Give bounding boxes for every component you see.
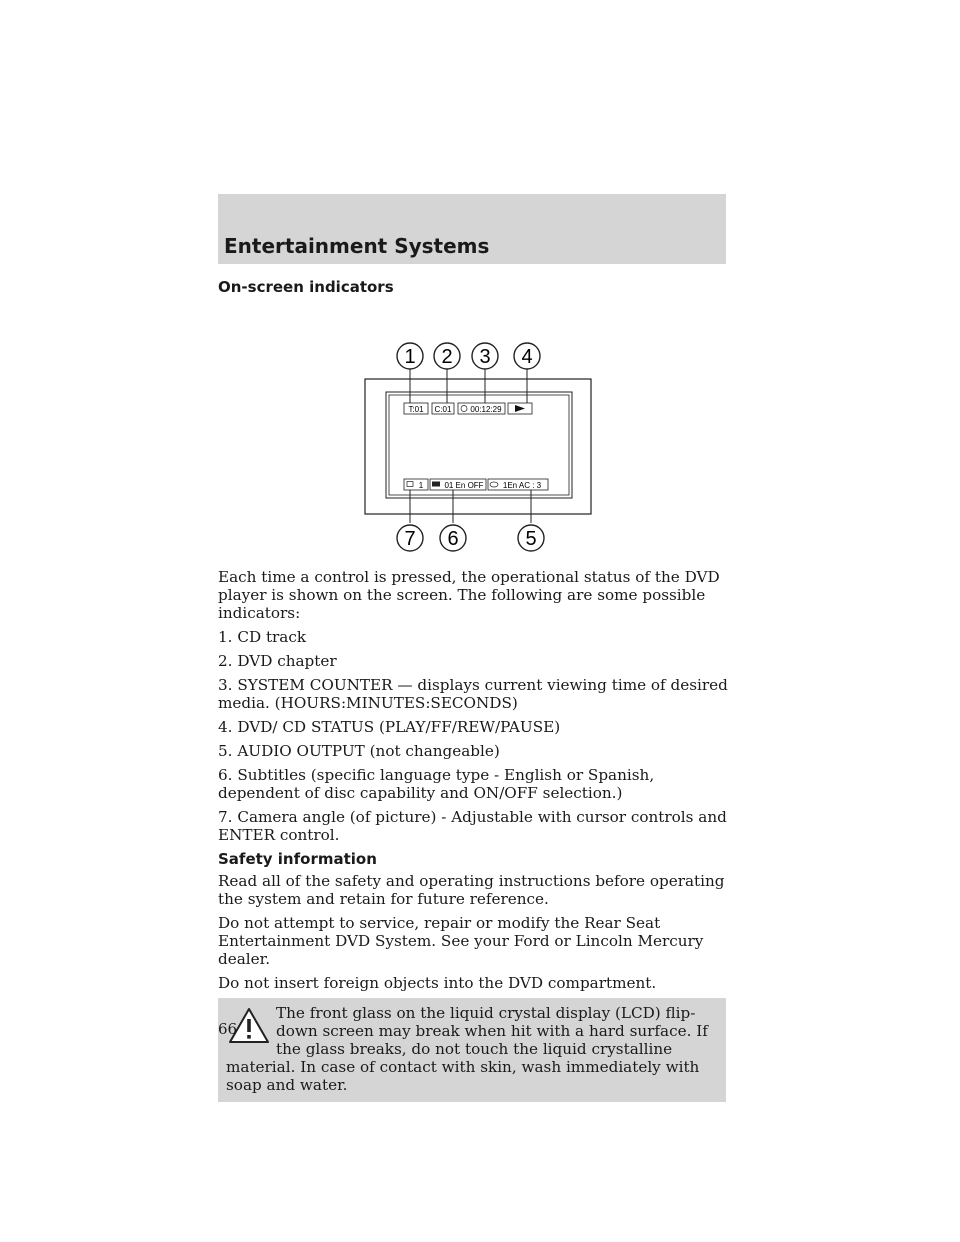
svg-text:2: 2 [441,346,453,368]
page-number: 66 [218,1020,238,1038]
callout-2 [434,343,460,369]
top-indicator-bar [404,403,532,414]
svg-text:00:12:29: 00:12:29 [470,405,502,414]
svg-text:6: 6 [447,528,459,550]
dvd-screen-diagram [218,306,730,524]
header-band [218,194,726,264]
callout-7 [397,525,423,551]
on-screen-indicators-heading: On-screen indicators [218,278,394,296]
list-item: 6. Subtitles (specific language type - English or Spanish, dependent of disc capability and ON/OFF selection.) [218,766,655,802]
list-item: 5. AUDIO OUTPUT (not changeable) [218,742,500,760]
svg-text:4: 4 [521,346,533,368]
svg-text:7: 7 [404,528,416,550]
safety-heading: Safety information [218,850,377,868]
callout-5 [518,525,544,551]
list-item: 2. DVD chapter [218,652,337,670]
warning-text: The front glass on the liquid crystal display (LCD) flip-down screen may break when hit with a hard surface. If the glass breaks, do not touch the liquid crystalline material. In case of contact with skin, wash immediately with soap and water. [226,1004,708,1094]
svg-text:1: 1 [404,346,416,368]
list-item: 3. SYSTEM COUNTER — displays current viewing time of desired media. (HOURS:MINUTES:SECONDS) [218,676,728,712]
svg-text:C:01: C:01 [434,405,452,414]
callout-6 [440,525,466,551]
bottom-indicator-bar [404,479,548,490]
svg-text:T:01: T:01 [408,405,424,414]
svg-text:01 En OFF: 01 En OFF [444,481,484,490]
intro-paragraph: Each time a control is pressed, the operational status of the DVD player is shown on the screen. The following are some possible indicators: [218,568,720,622]
svg-text:1En AC : 3: 1En AC : 3 [502,481,542,490]
warning-box [218,998,726,1102]
callout-1 [397,343,423,369]
svg-text:5: 5 [525,528,537,550]
section-title: Entertainment Systems [224,234,490,258]
list-item: 1. CD track [218,628,307,646]
list-item: 4. DVD/ CD STATUS (PLAY/FF/REW/PAUSE) [218,718,561,736]
safety-paragraph: Read all of the safety and operating instructions before operating the system and retain for future reference. [218,872,725,908]
safety-paragraph: Do not attempt to service, repair or modify the Rear Seat Entertainment DVD System. See your Ford or Lincoln Mercury dealer. [218,914,704,968]
list-item: 7. Camera angle (of picture) - Adjustable with cursor controls and ENTER control. [218,808,727,844]
callout-3 [472,343,498,369]
subtitle-icon [432,482,440,487]
callout-4 [514,343,540,369]
monitor-frame [365,379,591,514]
page-content [218,278,730,1102]
svg-text:1: 1 [418,481,424,490]
indicator-list [218,628,730,844]
safety-paragraph: Do not insert foreign objects into the DVD compartment. [218,974,657,992]
svg-text:3: 3 [479,346,491,368]
